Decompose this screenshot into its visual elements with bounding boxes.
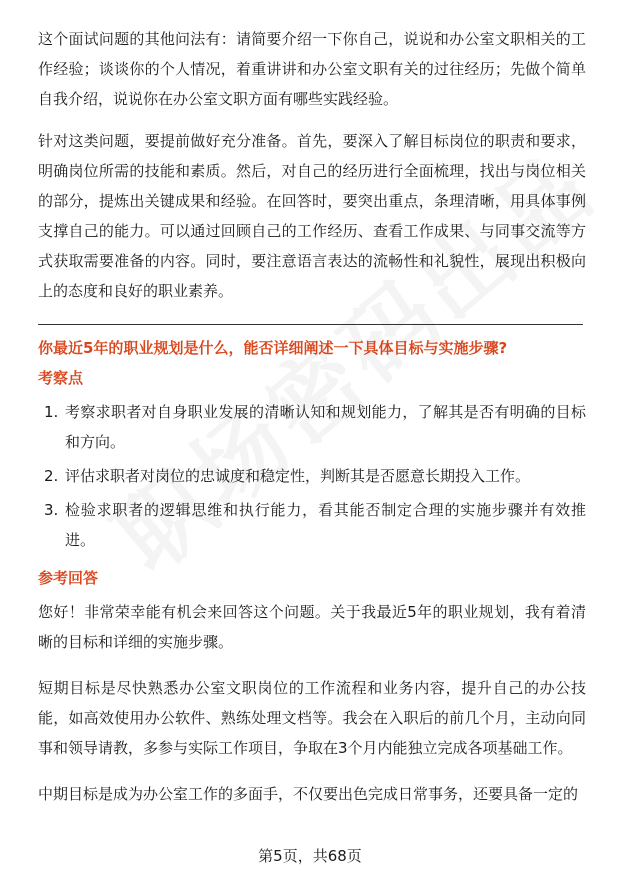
assessment-points-list (38, 397, 586, 555)
list-item (38, 397, 586, 457)
page-content (38, 24, 586, 809)
answer-paragraph-short-term: 短期目标是尽快熟悉办公室文职岗位的工作流程和业务内容，提升自己的办公技能，如高效使用办公软件、熟练处理文档等。我会在入职后的前几个月，主动向同事和领导请教，多参与实际工作项目，争取在3个月内能独立完成各项基础工作。 (38, 679, 586, 757)
list-item-text: 评估求职者对岗位的忠诚度和稳定性，判断其是否愿意长期投入工作。 (65, 467, 531, 485)
page-number-footer: 第5页，共68页 (0, 846, 620, 866)
reference-answer-heading: 参考回答 (38, 569, 99, 587)
answer-paragraph-mid-term: 中期目标是成为办公室工作的多面手，不仅要出色完成日常事务，还要具备一定的 (38, 785, 579, 803)
list-item-number: 2. (44, 467, 59, 485)
intro-paragraph-preparation-advice: 针对这类问题，要提前做好充分准备。首先，要深入了解目标岗位的职责和要求，明确岗位所需的技能和素质。然后，对自己的经历进行全面梳理，找出与岗位相关的部分，提炼出关键成果和经验。在回答时，要突出重点，条理清晰，用具体事例支撑自己的能力。可以通过回顾自己的工作经历、查看工作成果、与同事交流等方式获取需要准备的内容。同时，要注意语言表达的流畅性和礼貌性，展现出积极向上的态度和良好的职业素养。 (38, 132, 586, 300)
answer-paragraph-opening: 您好！非常荣幸能有机会来回答这个问题。关于我最近5年的职业规划，我有着清晰的目标和详细的实施步骤。 (38, 603, 586, 651)
list-item (38, 495, 586, 555)
list-item (38, 461, 586, 491)
list-item-number: 1. (44, 403, 59, 421)
question-title: 你最近5年的职业规划是什么，能否详细阐述一下具体目标与实施步骤? (38, 339, 508, 357)
list-item-text: 检验求职者的逻辑思维和执行能力，看其能否制定合理的实施步骤并有效推进。 (65, 501, 586, 549)
list-item-number: 3. (44, 501, 59, 519)
section-divider (38, 324, 583, 325)
list-item-text: 考察求职者对自身职业发展的清晰认知和规划能力，了解其是否有明确的目标和方向。 (65, 403, 586, 451)
assessment-points-heading: 考察点 (38, 369, 84, 387)
intro-paragraph-alternate-phrasings: 这个面试问题的其他问法有：请简要介绍一下你自己，说说和办公室文职相关的工作经验；谈谈你的个人情况，着重讲讲和办公室文职有关的过往经历；先做个简单自我介绍，说说你在办公室文职方面有哪些实践经验。 (38, 30, 586, 108)
